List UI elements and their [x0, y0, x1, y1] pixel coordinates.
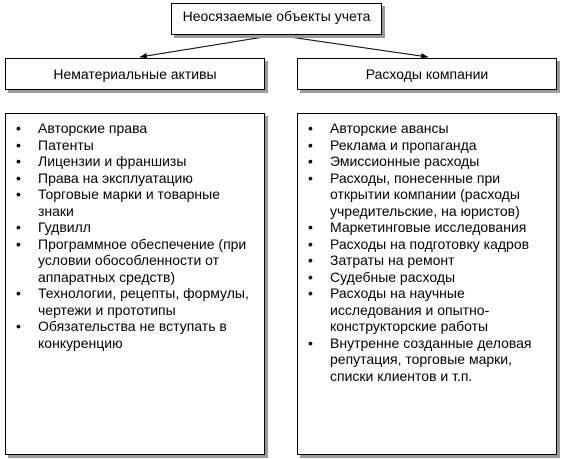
- list-item: • Эмиссионные расходы: [304, 153, 550, 170]
- root-title: Неосязаемые объекты учета: [182, 8, 371, 24]
- list-item: • Судебные расходы: [304, 269, 550, 286]
- right-header-label: Расходы компании: [365, 66, 489, 82]
- list-item: • Права на эксплуатацию: [12, 170, 258, 187]
- list-item: • Внутренне созданные деловая репутация, торговые марки, списки клиентов и т.п.: [304, 335, 550, 385]
- list-item: • Маркетинговые исследования: [304, 219, 550, 236]
- list-item: • Реклама и пропаганда: [304, 137, 550, 154]
- list-item: • Расходы, понесенные при открытии компании (расходы учредительские, на юристов): [304, 170, 550, 220]
- list-item: • Авторские права: [12, 120, 258, 137]
- list-item: • Расходы на научные исследования и опытно-конструкторские работы: [304, 285, 550, 335]
- intangible-assets-list: [5, 113, 265, 455]
- list-item: • Патенты: [12, 137, 258, 154]
- arrow-to-left-header: [140, 35, 276, 57]
- list-item: • Гудвилл: [12, 219, 258, 236]
- list-item: • Затраты на ремонт: [304, 252, 550, 269]
- company-expenses-header: [297, 58, 557, 90]
- list-item: • Лицензии и франшизы: [12, 153, 258, 170]
- list-item: • Технологии, рецепты, формулы, чертежи и прототипы: [12, 285, 258, 318]
- arrow-to-right-header: [276, 35, 428, 57]
- list-item: • Торговые марки и товарные знаки: [12, 186, 258, 219]
- list-item: • Авторские авансы: [304, 120, 550, 137]
- list-item: • Программное обеспечение (при условии обособленности от аппаратных средств): [12, 236, 258, 286]
- left-header-label: Нематериальные активы: [53, 66, 217, 82]
- intangible-assets-header: [5, 58, 265, 90]
- root-node: [171, 3, 382, 35]
- company-expenses-list: [297, 113, 557, 455]
- list-item: • Расходы на подготовку кадров: [304, 236, 550, 253]
- list-item: • Обязательства не вступать в конкуренцию: [12, 318, 258, 351]
